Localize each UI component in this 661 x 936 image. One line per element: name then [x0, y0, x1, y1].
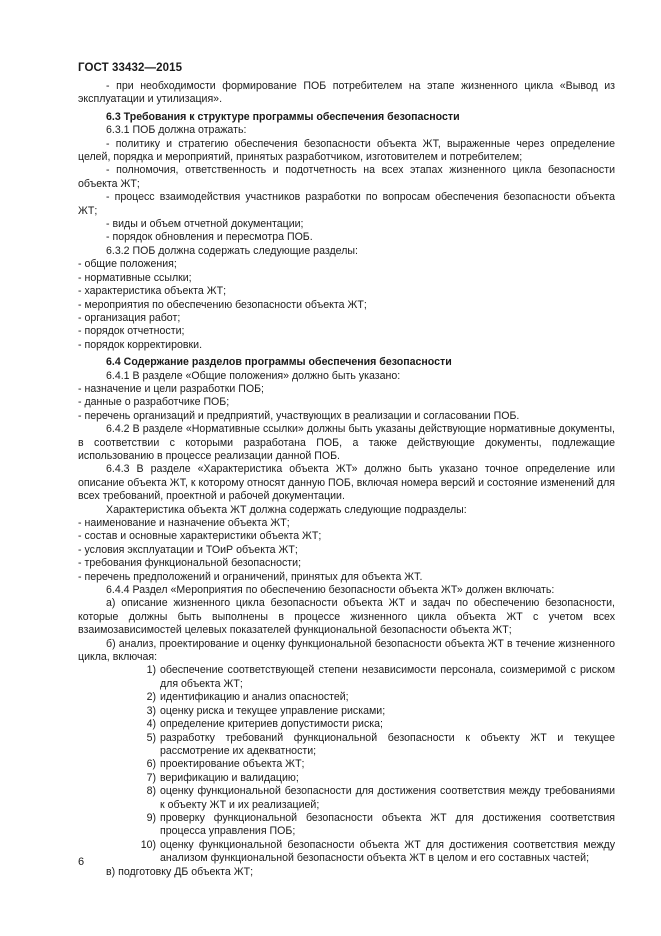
item-text: идентификацию и анализ опасностей; — [160, 691, 349, 704]
paragraph: б) анализ, проектирование и оценку функциональной безопасности объекта ЖТ в течение жизненного цикла, включая: — [78, 637, 615, 664]
item-number: 3) — [146, 704, 156, 717]
paragraph: - при необходимости формирование ПОБ потребителем на этапе жизненного цикла «Вывод из эксплуатации и утилизация». — [78, 80, 615, 106]
item-text: определение критериев допустимости риска; — [160, 718, 383, 731]
item-number: 10) — [140, 838, 156, 851]
list-item: - порядок обновления и пересмотра ПОБ. — [106, 231, 313, 244]
list-item: - требования функциональной безопасности; — [78, 557, 302, 570]
numbered-item — [130, 691, 615, 704]
page-number: 6 — [78, 856, 85, 868]
paragraph: в) подготовку ДБ объекта ЖТ; — [106, 865, 254, 878]
list-item: - нормативные ссылки; — [78, 271, 192, 284]
list-item: - мероприятия по обеспечению безопасности объекта ЖТ; — [78, 298, 367, 311]
paragraph: 6.4.4 Раздел «Мероприятия по обеспечению безопасности объекта ЖТ» должен включать: — [106, 584, 555, 597]
section-heading: 6.3 Требования к структуре программы обеспечения безопасности — [106, 110, 460, 123]
list-item: - полномочия, ответственность и подотчетность на всех этапах жизненного цикла безопасности объекта ЖТ; — [78, 164, 615, 190]
item-text: верификацию и валидацию; — [160, 771, 299, 784]
list-item: - организация работ; — [78, 311, 181, 324]
item-number: 4) — [146, 718, 156, 731]
item-text: проектирование объекта ЖТ; — [160, 758, 305, 771]
paragraph: 6.3.1 ПОБ должна отражать: — [106, 124, 247, 137]
section-heading: 6.4 Содержание разделов программы обеспечения безопасности — [106, 356, 452, 369]
paragraph: а) описание жизненного цикла безопасности объекта ЖТ и задач по обеспечению безопасности, которые должны быть выполнены в процессе жизненного цикла объекта ЖТ с учетом всех взаимозависимостей целевых показателей функциональной безопасности объекта ЖТ; — [78, 597, 615, 637]
numbered-item — [130, 772, 615, 785]
item-text: проверку функциональной безопасности объекта ЖТ для достижения соответствия процесса управления ПОБ; — [160, 811, 615, 838]
list-item: - порядок корректировки. — [78, 338, 203, 351]
paragraph: 6.4.3 В разделе «Характеристика объекта ЖТ» должно быть указано точное определение или описание объекта ЖТ, к которому относят данную ПОБ, включая номера версий и состояние изменений для всех требований, проектной и рабочей документации. — [78, 463, 615, 503]
list-item: - данные о разработчике ПОБ; — [78, 396, 230, 409]
list-item: - назначение и цели разработки ПОБ; — [78, 382, 264, 395]
document-body — [78, 80, 615, 879]
paragraph: 6.4.1 В разделе «Общие положения» должно быть указано: — [106, 369, 401, 382]
item-text: разработку требований функциональной безопасности к объекту ЖТ и текущее рассмотрение их адекватности; — [160, 731, 615, 757]
list-item: - условия эксплуатации и ТОиР объекта ЖТ; — [78, 543, 298, 556]
item-text: оценку функциональной безопасности объекта ЖТ для достижения соответствия между анализом функциональной безопасности объекта ЖТ в целом и его составных частей; — [160, 838, 615, 865]
item-number: 5) — [146, 731, 156, 744]
item-number: 6) — [146, 758, 156, 771]
list-item: - порядок отчетности; — [78, 325, 185, 338]
item-text: оценку риска и текущее управление рисками; — [160, 704, 386, 717]
item-number: 1) — [146, 664, 156, 677]
numbered-item — [130, 718, 615, 731]
numbered-item — [130, 664, 615, 691]
list-item: - наименование и назначение объекта ЖТ; — [78, 517, 290, 529]
item-text: оценку функциональной безопасности для достижения соответствия между требованиями к объекту ЖТ и их реализацией; — [160, 785, 615, 811]
list-item: - общие положения; — [78, 258, 177, 271]
item-number: 7) — [146, 771, 156, 784]
item-number: 2) — [146, 691, 156, 704]
list-item: - перечень организаций и предприятий, участвующих в реализации и согласовании ПОБ. — [78, 409, 520, 422]
numbered-item — [130, 839, 615, 866]
numbered-item — [130, 705, 615, 718]
list-item: - характеристика объекта ЖТ; — [78, 285, 227, 298]
list-item: - состав и основные характеристики объекта ЖТ; — [78, 530, 322, 543]
list-item: - виды и объем отчетной документации; — [106, 218, 304, 231]
paragraph: 6.3.2 ПОБ должна содержать следующие разделы: — [106, 244, 358, 257]
list-item: - политику и стратегию обеспечения безопасности объекта ЖТ, выраженные через определение целей, порядка и мероприятий, принятых разработчиком, изготовителем и потребителем; — [78, 137, 615, 164]
numbered-item — [130, 785, 615, 812]
item-number: 9) — [146, 811, 156, 824]
numbered-item — [130, 812, 615, 839]
numbered-item — [130, 758, 615, 771]
paragraph: Характеристика объекта ЖТ должна содержать следующие подразделы: — [106, 503, 467, 516]
item-number: 8) — [146, 785, 156, 798]
numbered-item — [130, 732, 615, 759]
item-text: обеспечение соответствующей степени независимости персонала, соизмеримой с риском для объекта ЖТ; — [160, 664, 615, 690]
standard-header: ГОСТ 33432—2015 — [78, 62, 183, 74]
paragraph: 6.4.2 В разделе «Нормативные ссылки» должны быть указаны действующие нормативные документы, в соответствии с которыми разработана ПОБ, а также действующие документы, подлежащие использованию в процессе реализации данной ПОБ. — [78, 423, 615, 462]
list-item: - процесс взаимодействия участников разработки по вопросам обеспечения безопасности объекта ЖТ; — [78, 191, 615, 217]
list-item: - перечень предположений и ограничений, принятых для объекта ЖТ. — [78, 570, 423, 583]
